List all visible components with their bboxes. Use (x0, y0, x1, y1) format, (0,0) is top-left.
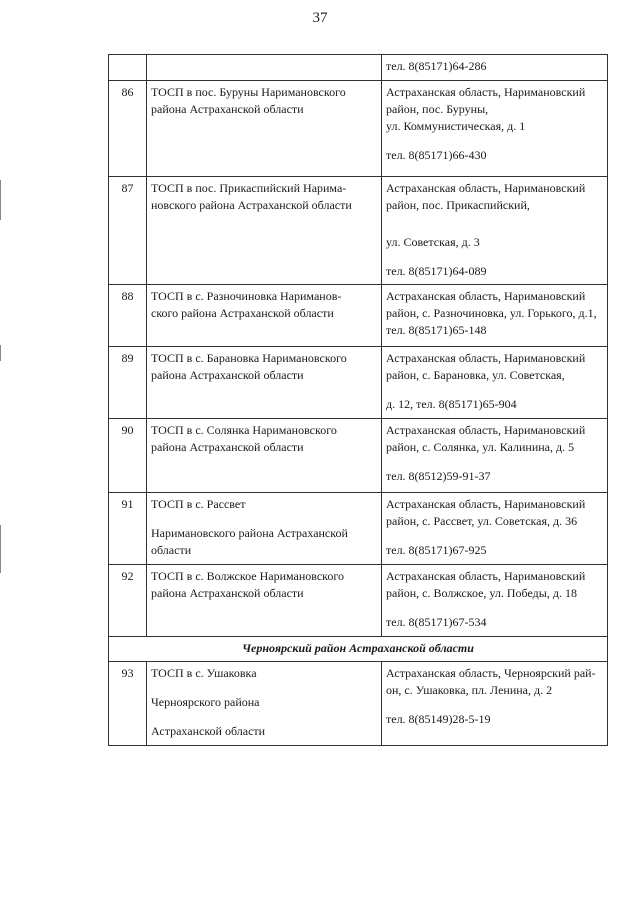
name-line: ТОСП в с. Рассвет (151, 497, 246, 511)
section-title: Черноярский район Астраханской области (109, 637, 608, 662)
address-line: тел. 8(85149)28-5-19 (386, 712, 491, 726)
address-line: ул. Коммунистическая, д. 1 (386, 119, 526, 133)
address-line: тел. 8(85171)64-286 (386, 59, 487, 73)
name-line: области (151, 543, 192, 557)
name-line: ТОСП в с. Волжское Наримановского (151, 569, 345, 583)
row-address (382, 565, 608, 637)
address-line: район, с. Рассвет, ул. Советская, д. 36 (386, 514, 578, 528)
section-row (109, 637, 608, 662)
scan-edge-mark (0, 345, 1, 361)
row-number: 92 (109, 565, 147, 637)
address-line: тел. 8(85171)67-534 (386, 615, 487, 629)
row-address (382, 177, 608, 285)
row-name (147, 285, 382, 347)
address-line: тел. 8(85171)64-089 (386, 264, 487, 278)
row-address (382, 347, 608, 419)
address-line: Астраханская область, Наримановский (386, 497, 586, 511)
address-line: Астраханская область, Наримановский (386, 289, 586, 303)
name-line: новского района Астраханской области (151, 198, 352, 212)
row-number: 91 (109, 493, 147, 565)
row-number: 88 (109, 285, 147, 347)
page-number: 37 (312, 10, 328, 26)
address-line: район, с. Барановка, ул. Советская, (386, 368, 565, 382)
address-line: Астраханская область, Наримановский (386, 85, 586, 99)
row-address (382, 285, 608, 347)
row-name (147, 177, 382, 285)
address-line: он, с. Ушаковка, пл. Ленина, д. 2 (386, 683, 553, 697)
row-name (147, 55, 382, 81)
row-name (147, 81, 382, 177)
row-address (382, 55, 608, 81)
name-line: ТОСП в пос. Буруны Наримановского (151, 85, 346, 99)
address-line: Астраханская область, Наримановский (386, 423, 586, 437)
name-line: ТОСП в с. Барановка Наримановского (151, 351, 347, 365)
name-line: района Астраханской области (151, 102, 304, 116)
scan-edge-mark (0, 180, 1, 220)
table-row (109, 565, 608, 637)
address-line: район, пос. Буруны, (386, 102, 489, 116)
row-name (147, 565, 382, 637)
address-line: тел. 8(8512)59-91-37 (386, 469, 491, 483)
address-line: тел. 8(85171)66-430 (386, 148, 487, 162)
table-row (109, 493, 608, 565)
table-row (109, 55, 608, 81)
address-line: тел. 8(85171)67-925 (386, 543, 487, 557)
name-line: ТОСП в пос. Прикаспийский Нарима- (151, 181, 347, 195)
address-line: д. 12, тел. 8(85171)65-904 (386, 397, 517, 411)
row-name (147, 347, 382, 419)
address-line: район, пос. Прикаспийский, (386, 198, 530, 212)
address-line: район, с. Солянка, ул. Калинина, д. 5 (386, 440, 575, 454)
address-line: район, с. Разночиновка, ул. Горького, д.1, (386, 306, 597, 320)
row-number: 93 (109, 662, 147, 746)
registry-table (108, 54, 608, 746)
row-address (382, 419, 608, 493)
name-line: района Астраханской области (151, 586, 304, 600)
table-row (109, 177, 608, 285)
table-row (109, 285, 608, 347)
row-address (382, 493, 608, 565)
name-line: Астраханской области (151, 724, 266, 738)
address-line: Астраханская область, Наримановский (386, 351, 586, 365)
address-line: Астраханская область, Черноярский рай- (386, 666, 596, 680)
table-row (109, 347, 608, 419)
row-address (382, 662, 608, 746)
name-line: Черноярского района (151, 695, 260, 709)
table-row (109, 419, 608, 493)
address-line: ул. Советская, д. 3 (386, 235, 480, 249)
name-line: района Астраханской области (151, 368, 304, 382)
address-line: тел. 8(85171)65-148 (386, 323, 487, 337)
address-line: Астраханская область, Наримановский (386, 181, 586, 195)
name-line: ского района Астраханской области (151, 306, 334, 320)
name-line: ТОСП в с. Разночиновка Нариманов- (151, 289, 342, 303)
table-row (109, 81, 608, 177)
row-name (147, 419, 382, 493)
row-address (382, 81, 608, 177)
row-number: 89 (109, 347, 147, 419)
address-line: район, с. Волжское, ул. Победы, д. 18 (386, 586, 577, 600)
scan-edge-mark (0, 525, 1, 573)
name-line: ТОСП в с. Ушаковка (151, 666, 257, 680)
row-number (109, 55, 147, 81)
name-line: Наримановского района Астраханской (151, 526, 348, 540)
row-number: 90 (109, 419, 147, 493)
table-row (109, 662, 608, 746)
row-name (147, 493, 382, 565)
address-line: Астраханская область, Наримановский (386, 569, 586, 583)
row-number: 87 (109, 177, 147, 285)
name-line: ТОСП в с. Солянка Наримановского (151, 423, 337, 437)
row-name (147, 662, 382, 746)
row-number: 86 (109, 81, 147, 177)
name-line: района Астраханской области (151, 440, 304, 454)
